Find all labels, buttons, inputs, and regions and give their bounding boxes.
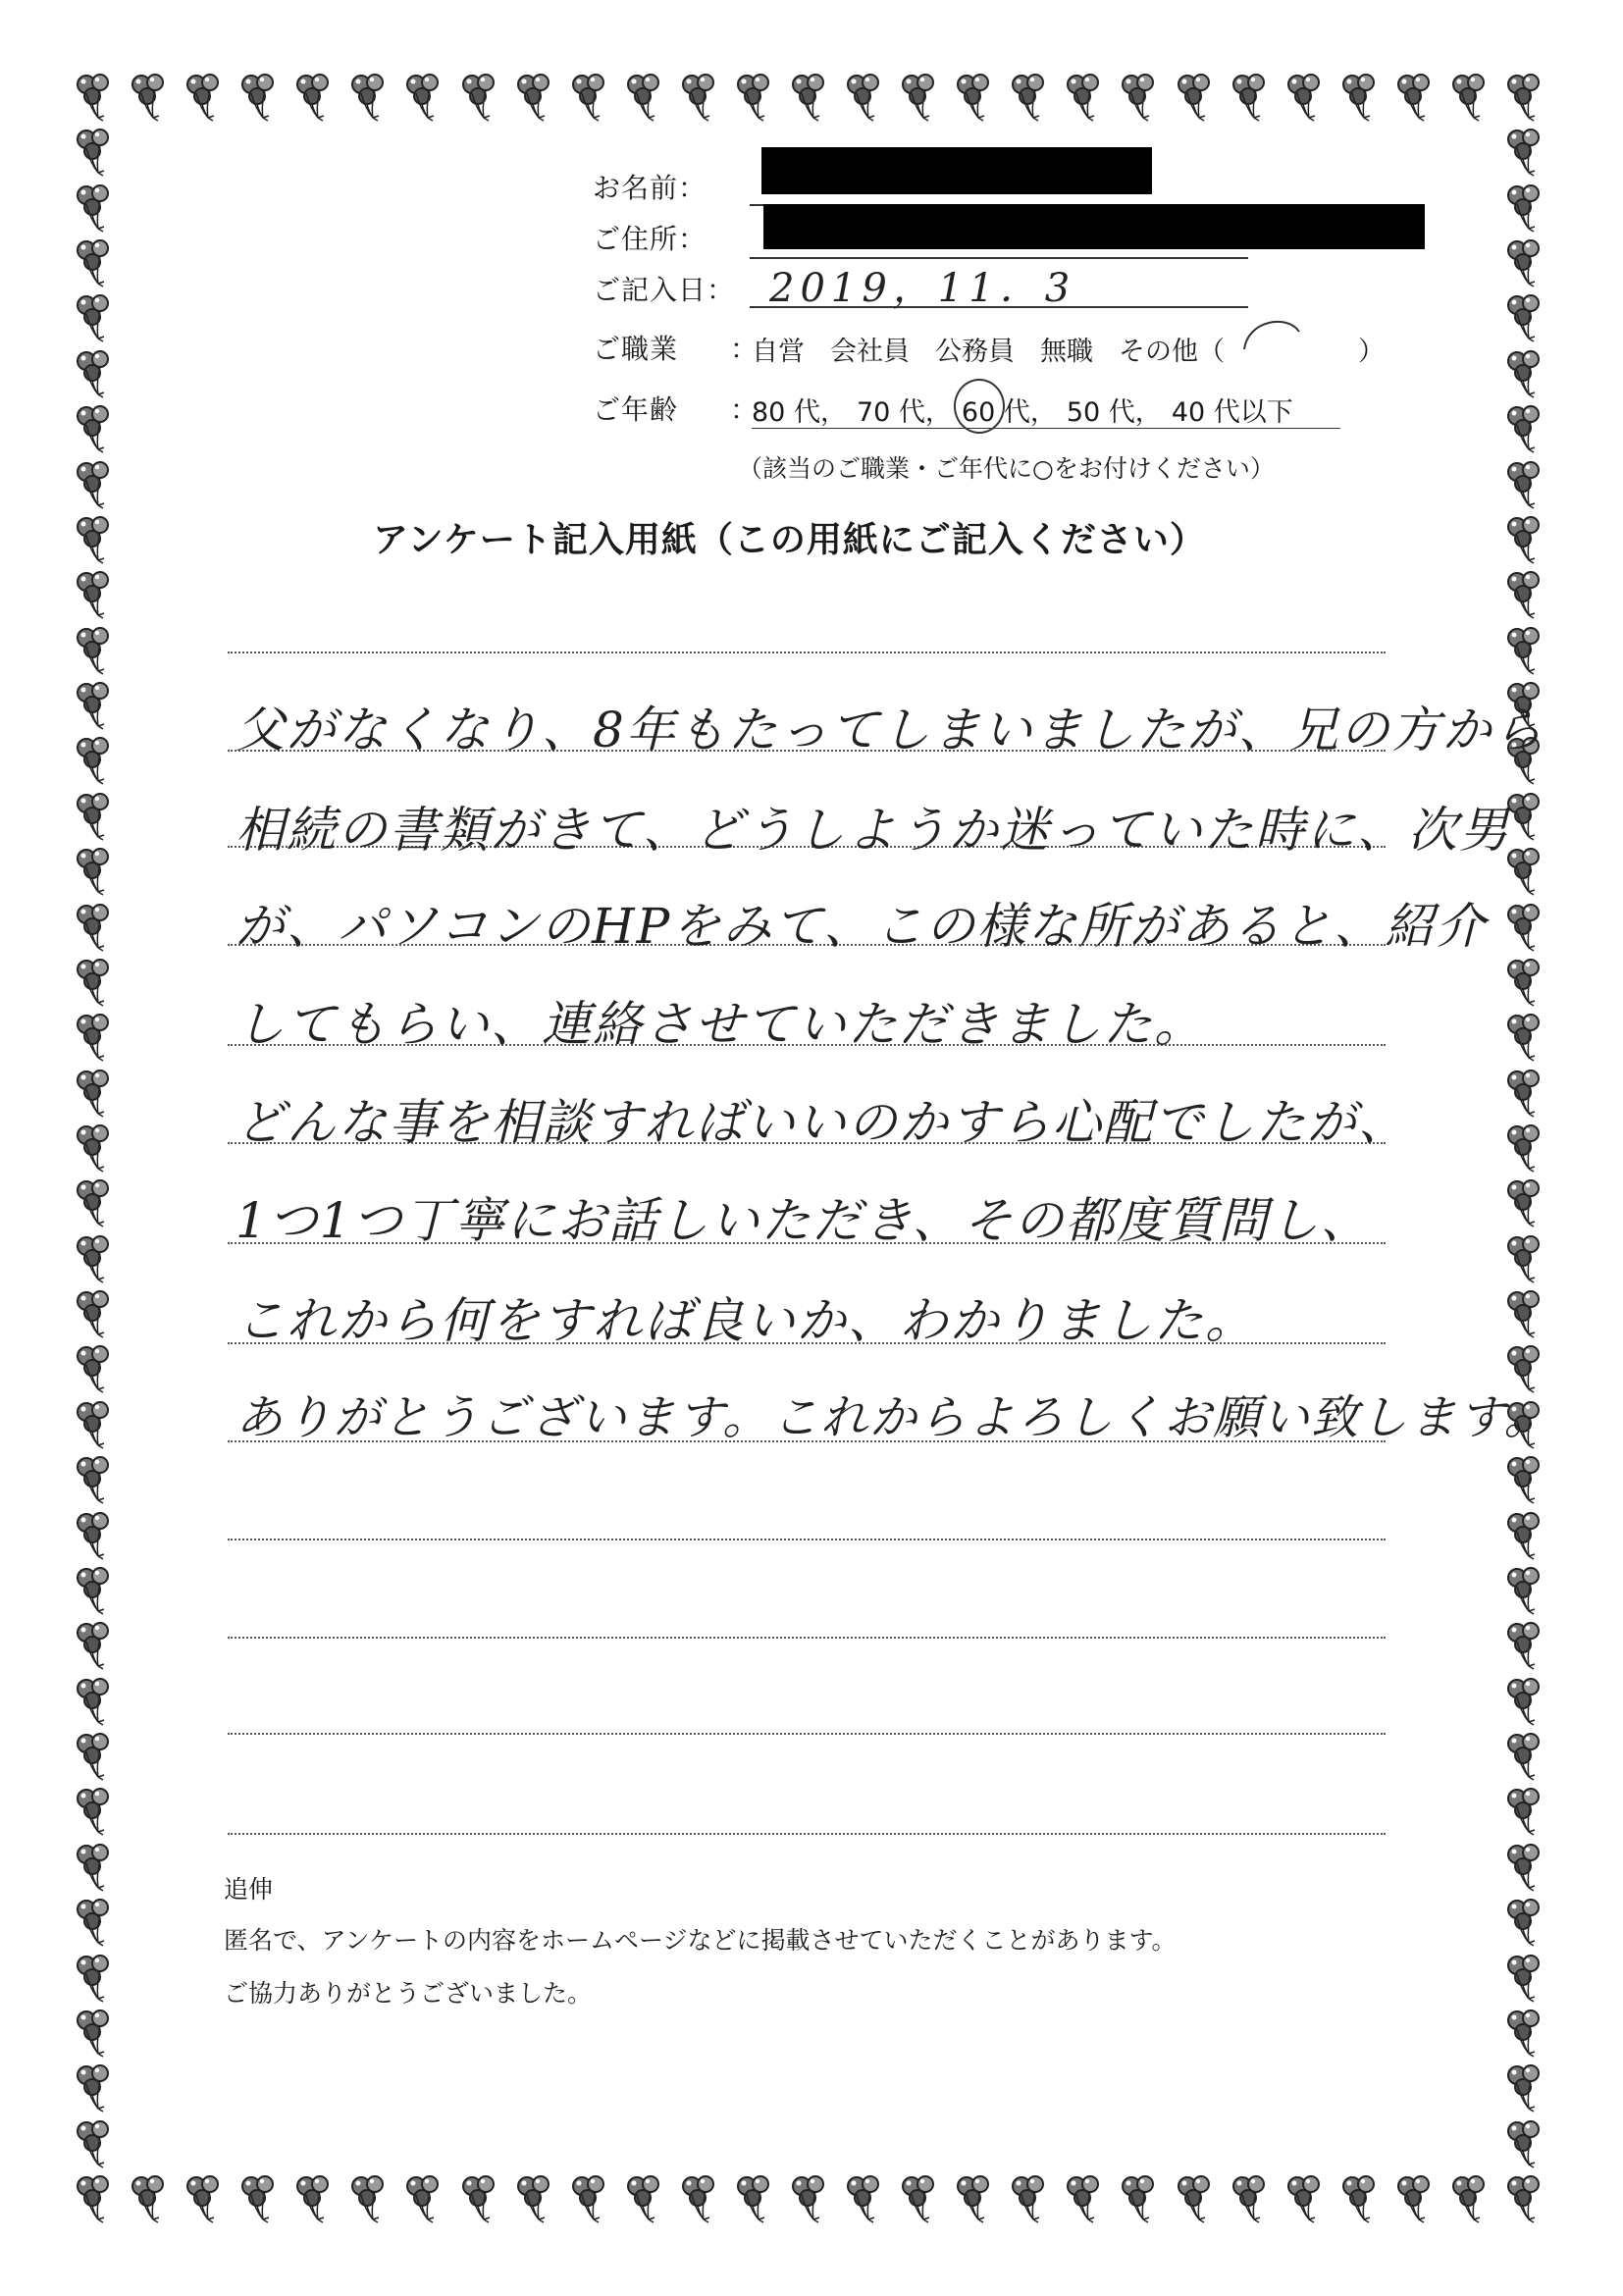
balloon-icon	[69, 732, 124, 787]
balloon-icon	[1389, 69, 1444, 124]
balloon-icon	[69, 235, 124, 289]
balloon-icon	[1499, 400, 1554, 455]
balloon-icon	[1499, 1009, 1554, 1064]
balloon-icon	[949, 69, 1004, 124]
balloon-icon	[343, 69, 398, 124]
balloon-icon	[1225, 2170, 1280, 2225]
balloon-icon	[784, 69, 839, 124]
age-option-60s-selected[interactable]: 60 代，	[962, 391, 1057, 429]
balloon-icon	[894, 69, 949, 124]
balloon-icon	[69, 2005, 124, 2060]
answer-line	[228, 652, 1386, 653]
occupation-option-company-employee[interactable]: 会社員	[830, 337, 910, 367]
balloon-icon	[1004, 2170, 1059, 2225]
balloon-icon	[69, 1950, 124, 2005]
balloon-icon	[69, 289, 124, 344]
answer-line	[228, 1733, 1386, 1735]
balloon-icon	[234, 69, 288, 124]
balloon-icon	[69, 124, 124, 179]
balloon-icon	[1499, 2005, 1554, 2060]
balloon-icon	[1280, 69, 1335, 124]
balloon-icon	[1499, 289, 1554, 344]
balloon-icon	[1059, 69, 1114, 124]
balloon-icon	[69, 622, 124, 677]
answer-line	[228, 1539, 1386, 1540]
balloon-icon	[69, 180, 124, 235]
balloon-icon	[1499, 899, 1554, 954]
balloon-icon	[1114, 2170, 1169, 2225]
occupation-other-mark	[1238, 310, 1307, 365]
balloon-icon	[179, 2170, 234, 2225]
balloon-icon	[1499, 180, 1554, 235]
balloon-icon	[1444, 69, 1499, 124]
occupation-option-civil-servant[interactable]: 公務員	[935, 337, 1015, 367]
answer-text-line: 1つ1つ丁寧にお話しいただき、その都度質問し、	[236, 1192, 1372, 1249]
occupation-label: ご職業	[593, 333, 679, 365]
balloon-icon	[619, 69, 674, 124]
balloon-icon	[949, 2170, 1004, 2225]
balloon-icon	[69, 1009, 124, 1064]
balloon-icon	[69, 1174, 124, 1229]
balloon-icon	[1280, 2170, 1335, 2225]
balloon-icon	[1170, 2170, 1225, 2225]
balloon-icon	[674, 69, 729, 124]
balloon-icon	[1499, 456, 1554, 511]
balloon-icon	[1499, 511, 1554, 566]
balloon-icon	[1499, 345, 1554, 400]
balloon-icon	[69, 954, 124, 1009]
balloon-icon	[839, 2170, 894, 2225]
balloon-icon	[69, 1507, 124, 1562]
address-label: ご住所：	[593, 223, 707, 255]
footer-notice: 匿名で、アンケートの内容をホームページなどに掲載させていただくことがあります。	[224, 1926, 1177, 1955]
balloon-icon	[1499, 954, 1554, 1009]
balloon-icon	[729, 69, 784, 124]
footer-heading: 追伸	[224, 1875, 274, 1904]
answer-line	[228, 1833, 1386, 1835]
balloon-icon	[1499, 2170, 1554, 2225]
balloon-icon	[69, 1562, 124, 1617]
balloon-icon	[1499, 2115, 1554, 2170]
balloon-icon	[1335, 69, 1389, 124]
age-option-40s-under[interactable]: 40 代以下	[1171, 397, 1293, 428]
balloon-icon	[69, 2060, 124, 2114]
balloon-icon	[398, 69, 453, 124]
balloon-icon	[619, 2170, 674, 2225]
balloon-icon	[1499, 69, 1554, 124]
balloon-icon	[1170, 69, 1225, 124]
balloon-icon	[124, 69, 179, 124]
balloon-icon	[288, 69, 343, 124]
balloon-icon	[69, 1673, 124, 1728]
balloon-icon	[69, 2170, 124, 2225]
balloon-icon	[69, 456, 124, 511]
balloon-icon	[69, 1728, 124, 1783]
balloon-icon	[564, 2170, 619, 2225]
answer-text-line: どんな事を相談すればいいのかすら心配でしたが、	[236, 1094, 1409, 1151]
balloon-icon	[124, 2170, 179, 2225]
answer-text-line: が、パソコンのHPをみて、この様な所があると、紹介	[236, 898, 1488, 955]
answer-text-line: 相続の書類がきて、どうしようか迷っていた時に、次男	[236, 802, 1510, 859]
balloon-icon	[69, 843, 124, 898]
occupation-option-unemployed[interactable]: 無職	[1040, 337, 1093, 367]
balloon-icon	[69, 1617, 124, 1672]
balloon-icon	[1499, 1839, 1554, 1894]
answer-line	[228, 1637, 1386, 1639]
balloon-icon	[1499, 235, 1554, 289]
age-option-50s[interactable]: 50 代，	[1066, 397, 1162, 428]
balloon-icon	[1059, 2170, 1114, 2225]
balloon-icon	[839, 69, 894, 124]
balloon-icon	[69, 566, 124, 621]
date-value: 2019，11．3	[769, 266, 1076, 311]
balloon-icon	[69, 1230, 124, 1285]
balloon-icon	[1499, 1673, 1554, 1728]
occupation-separator: ：	[730, 333, 759, 365]
balloon-icon	[343, 2170, 398, 2225]
balloon-icon	[1499, 1120, 1554, 1174]
balloon-icon	[454, 69, 509, 124]
balloon-icon	[1499, 1285, 1554, 1340]
name-label: お名前：	[593, 172, 707, 204]
balloon-icon	[69, 400, 124, 455]
balloon-icon	[69, 69, 124, 124]
balloon-icon	[69, 511, 124, 566]
balloon-icon	[69, 1783, 124, 1838]
balloon-icon	[1499, 1065, 1554, 1120]
answer-text-line: ありがとうございます。これからよろしくお願い致します。	[236, 1390, 1553, 1445]
age-option-80s[interactable]: 80 代，	[752, 397, 847, 428]
balloon-icon	[69, 1340, 124, 1395]
balloon-icon	[1335, 2170, 1389, 2225]
form-title: アンケート記入用紙（この用紙にご記入ください）	[373, 520, 1206, 560]
balloon-icon	[1499, 622, 1554, 677]
balloon-icon	[509, 69, 564, 124]
balloon-icon	[69, 1285, 124, 1340]
balloon-icon	[784, 2170, 839, 2225]
occupation-option-self-employed[interactable]: 自営	[752, 337, 805, 367]
age-separator: ：	[730, 393, 759, 426]
balloon-icon	[1499, 566, 1554, 621]
balloon-icon	[1499, 1174, 1554, 1229]
balloon-icon	[729, 2170, 784, 2225]
balloon-icon	[69, 1839, 124, 1894]
balloon-icon	[1444, 2170, 1499, 2225]
balloon-icon	[1499, 1894, 1554, 1949]
age-options	[752, 391, 1293, 429]
balloon-icon	[69, 345, 124, 400]
name-redaction	[761, 147, 1152, 194]
answer-text-line: してもらい、連絡させていただきました。	[236, 996, 1205, 1053]
address-redaction	[763, 204, 1425, 249]
answer-text-line: 父がなくなり、8年もたってしまいましたが、兄の方から	[236, 702, 1544, 758]
balloon-icon	[69, 677, 124, 732]
age-label: ご年齢	[593, 393, 679, 426]
age-option-70s[interactable]: 70 代，	[856, 397, 952, 428]
balloon-icon	[894, 2170, 949, 2225]
age-underline	[752, 428, 1340, 429]
balloon-icon	[564, 69, 619, 124]
balloon-icon	[69, 2115, 124, 2170]
balloon-icon	[1389, 2170, 1444, 2225]
balloon-icon	[1114, 69, 1169, 124]
balloon-icon	[674, 2170, 729, 2225]
date-label: ご記入日：	[593, 274, 736, 306]
balloon-icon	[1499, 1230, 1554, 1285]
balloon-icon	[179, 69, 234, 124]
balloon-icon	[69, 1396, 124, 1451]
balloon-icon	[69, 1065, 124, 1120]
occupation-other-close: ）	[1358, 337, 1385, 367]
balloon-icon	[398, 2170, 453, 2225]
balloon-icon	[69, 1120, 124, 1174]
balloon-icon	[1499, 124, 1554, 179]
answer-text-line: これから何をすれば良いか、わかりました。	[236, 1292, 1256, 1349]
balloon-icon	[1225, 69, 1280, 124]
balloon-icon	[288, 2170, 343, 2225]
balloon-icon	[69, 899, 124, 954]
footer-thanks: ご協力ありがとうございました。	[224, 1979, 593, 2008]
balloon-icon	[1499, 1783, 1554, 1838]
balloon-icon	[69, 1894, 124, 1949]
balloon-icon	[1499, 1451, 1554, 1506]
balloon-icon	[1499, 1950, 1554, 2005]
balloon-icon	[1499, 1562, 1554, 1617]
balloon-icon	[1004, 69, 1059, 124]
balloon-icon	[1499, 2060, 1554, 2114]
selection-instruction: （該当のご職業・ご年代に○をお付けください）	[738, 454, 1275, 483]
balloon-icon	[1499, 1507, 1554, 1562]
balloon-icon	[509, 2170, 564, 2225]
balloon-icon	[69, 1451, 124, 1506]
balloon-icon	[1499, 1617, 1554, 1672]
balloon-icon	[1499, 1728, 1554, 1783]
balloon-icon	[234, 2170, 288, 2225]
balloon-icon	[454, 2170, 509, 2225]
balloon-icon	[69, 788, 124, 843]
occupation-option-other[interactable]: その他（	[1119, 337, 1225, 367]
